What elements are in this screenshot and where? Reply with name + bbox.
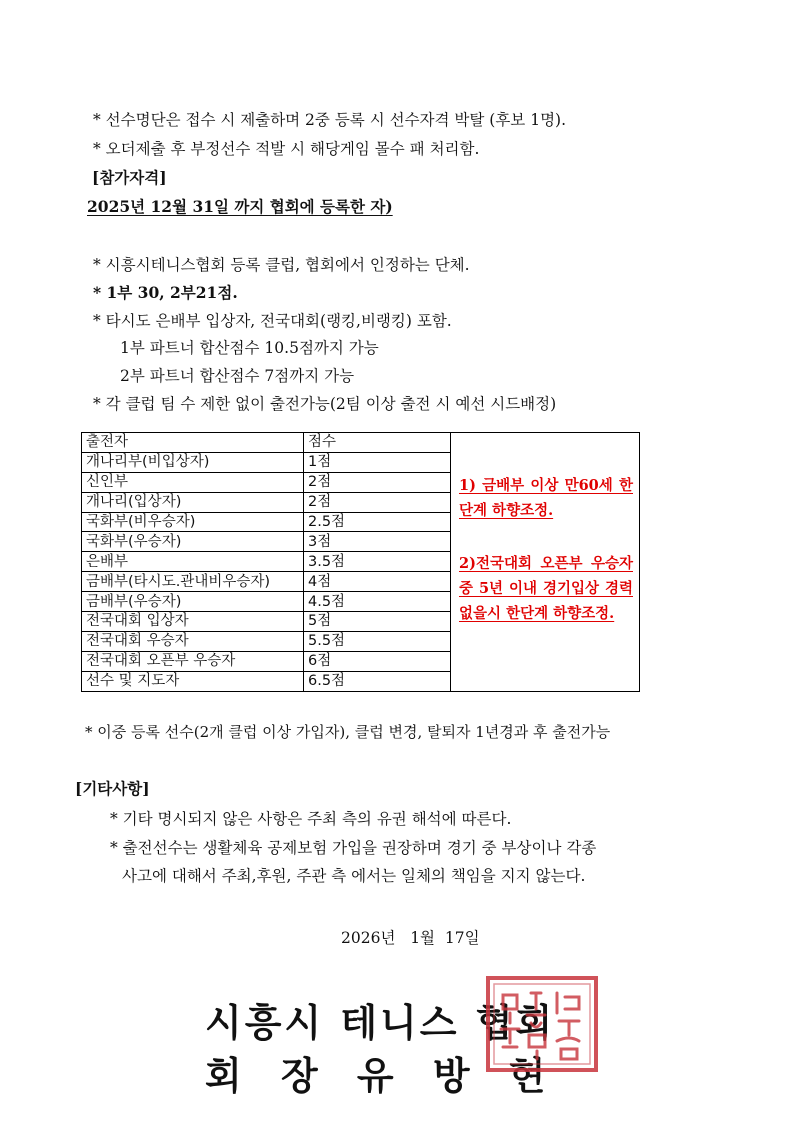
document-date: 2026년 1월 17일 (341, 929, 480, 947)
eligibility-item: * 타시도 은배부 입상자, 전국대회(랭킹,비랭킹) 포함. (93, 312, 452, 330)
table-cell: 금배부(타시도.관내비우승자) (82, 572, 304, 592)
table-cell: 3점 (304, 532, 451, 552)
eligibility-item: * 각 클럽 팀 수 제한 없이 출전가능(2팀 이상 출전 시 예선 시드배정) (93, 395, 557, 413)
official-seal-icon (485, 975, 599, 1073)
rule-order: * 오더제출 후 부정선수 적발 시 해당게임 몰수 패 처리함. (93, 140, 480, 158)
table-cell: 3.5점 (304, 552, 451, 572)
table-cell: 전국대회 입상자 (82, 612, 304, 632)
table-cell: 은배부 (82, 552, 304, 572)
eligibility-item: * 시흥시테니스협회 등록 클럽, 협회에서 인정하는 단체. (93, 256, 470, 274)
table-cell: 2.5점 (304, 512, 451, 532)
table-cell: 개나리부(비입상자) (82, 452, 304, 472)
eligibility-item: 1부 파트너 합산점수 10.5점까지 가능 (120, 339, 379, 357)
table-cell: 금배부(우승자) (82, 592, 304, 612)
other-item: * 출전선수는 생활체육 공제보험 가입을 권장하며 경기 중 부상이나 각종 (110, 839, 597, 857)
table-cell: 2점 (304, 492, 451, 512)
table-cell: 전국대회 오픈부 우승자 (82, 651, 304, 671)
table-cell: 전국대회 우승자 (82, 631, 304, 651)
other-item: 사고에 대해서 주최,후원, 주관 측 에서는 일체의 책임을 지지 않는다. (122, 867, 586, 885)
table-cell: 개나리(입상자) (82, 492, 304, 512)
table-cell: 국화부(비우승자) (82, 512, 304, 532)
table-cell: 국화부(우승자) (82, 532, 304, 552)
eligibility-deadline: 2025년 12월 31일 까지 협회에 등록한 자) (87, 197, 393, 216)
organization-name: 시흥시 테니스 협회 (205, 1001, 556, 1045)
table-cell: 5.5점 (304, 631, 451, 651)
table-notes (451, 433, 640, 692)
table-cell: 4점 (304, 572, 451, 592)
double-registration-note: * 이중 등록 선수(2개 클럽 이상 가입자), 클럽 변경, 탈퇴자 1년경과 후 출전가능 (85, 723, 611, 741)
rule-roster: * 선수명단은 접수 시 제출하며 2중 등록 시 선수자격 박탈 (후보 1명). (93, 111, 567, 129)
other-heading: [기타사항] (75, 779, 150, 798)
eligibility-heading: [참가자격] (92, 168, 167, 187)
table-cell: 2점 (304, 472, 451, 492)
table-cell: 5점 (304, 612, 451, 632)
table-header-cell: 점수 (304, 433, 451, 453)
table-cell: 4.5점 (304, 592, 451, 612)
table-cell: 신인부 (82, 472, 304, 492)
table-cell: 선수 및 지도자 (82, 671, 304, 691)
note-age-adjustment: 1) 금배부 이상 만60세 한단계 하향조정. (459, 477, 633, 519)
table-cell: 6.5점 (304, 671, 451, 691)
note-open-winner-adjustment: 2)전국대회 오픈부 우승자 중 5년 이내 경기입상 경력 없을시 한단계 하향조정. (459, 555, 633, 622)
score-table (81, 432, 640, 692)
eligibility-item: * 1부 30, 2부21점. (93, 283, 238, 302)
other-item: * 기타 명시되지 않은 사항은 주최 측의 유권 해석에 따른다. (110, 810, 512, 828)
table-cell: 1점 (304, 452, 451, 472)
president-name: 회 장 유 방 현 (205, 1054, 546, 1098)
table-header-row (82, 433, 640, 453)
table-header-cell: 출전자 (82, 433, 304, 453)
eligibility-item: 2부 파트너 합산점수 7점까지 가능 (120, 367, 355, 385)
table-cell: 6점 (304, 651, 451, 671)
